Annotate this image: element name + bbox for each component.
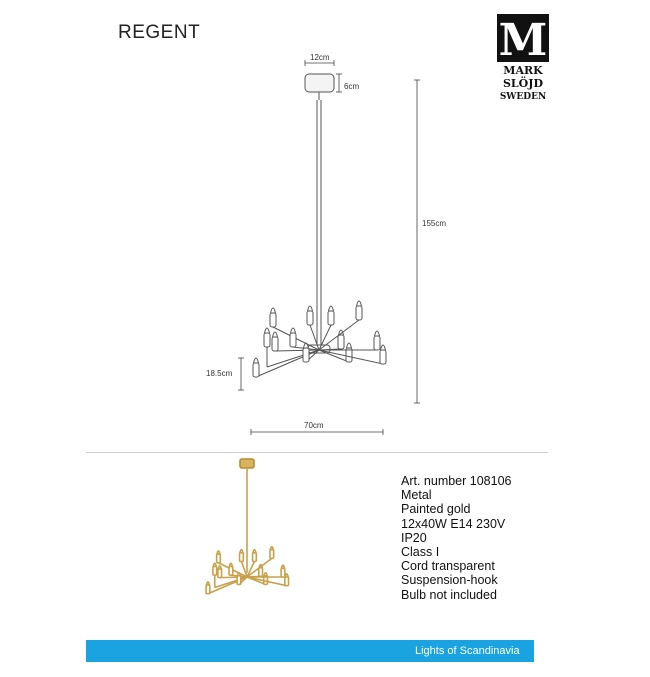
spec-line: Painted gold: [401, 502, 471, 517]
product-photo: [185, 455, 315, 630]
brand-line-1: MARK: [503, 64, 543, 77]
spec-line: Art. number 108106: [401, 474, 512, 488]
spec-line: Suspension-hook: [401, 573, 498, 588]
spec-line: IP20: [401, 530, 427, 545]
brand-line-3: SWEDEN: [499, 92, 547, 102]
dim-diameter: 70cm: [304, 421, 324, 430]
spec-list: [401, 474, 512, 602]
dim-canopy-width: 12cm: [310, 53, 330, 62]
product-title: REGENT: [118, 22, 201, 43]
spec-line: Bulb not included: [401, 587, 497, 602]
chandelier-arms: [253, 301, 386, 377]
spec-line: Cord transparent: [401, 559, 495, 574]
footer-tagline: Lights of Scandinavia: [415, 645, 520, 657]
divider: [86, 452, 548, 453]
dim-shade-height: 18.5cm: [206, 369, 233, 378]
brand-line-2: SLÖJD: [502, 77, 544, 90]
brand-monogram: M: [498, 15, 548, 66]
spec-line: 12x40W E14 230V: [401, 516, 506, 531]
dim-total-height: 155cm: [422, 219, 447, 228]
dim-canopy-height: 6cm: [344, 82, 360, 91]
spec-line: Class I: [401, 545, 440, 560]
spec-line: Metal: [401, 488, 432, 503]
footer-bar: [86, 640, 534, 662]
